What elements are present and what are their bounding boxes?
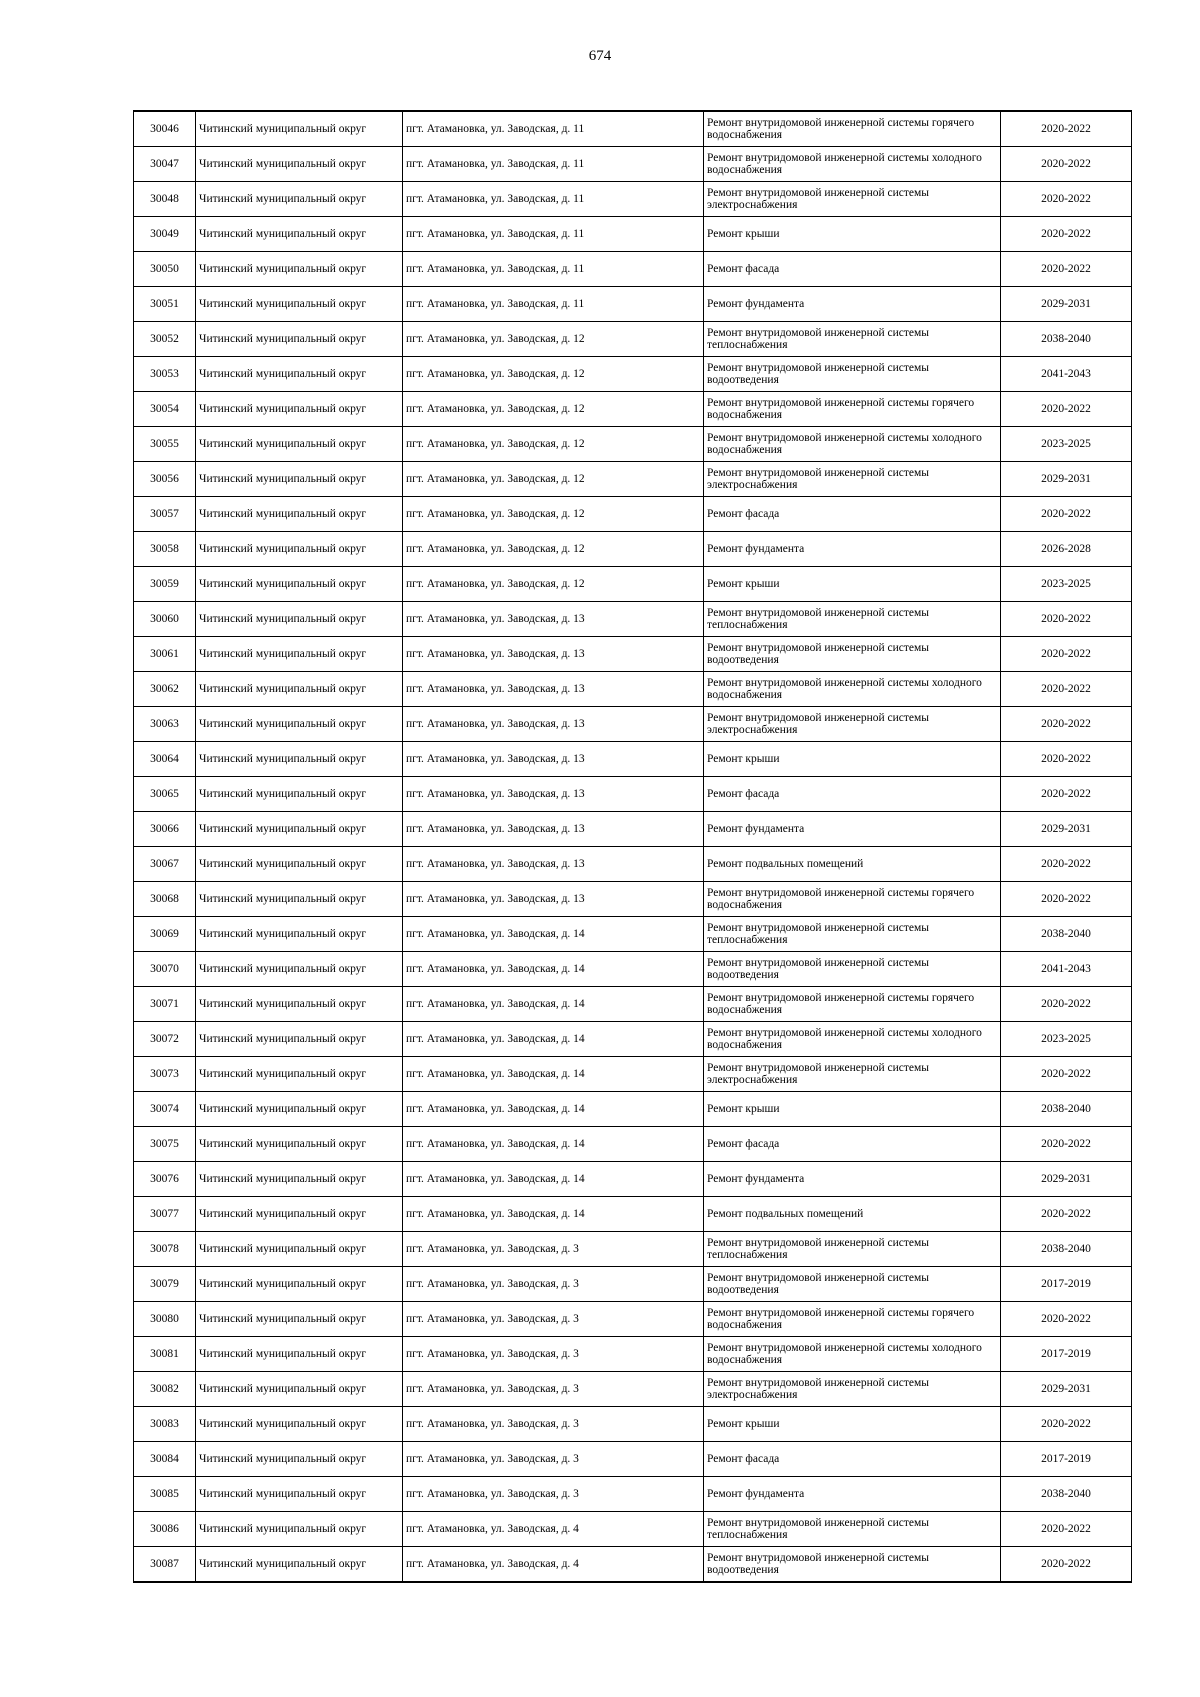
cell-work-type: Ремонт фундамента bbox=[704, 812, 1001, 847]
cell-work-type: Ремонт фасада bbox=[704, 1127, 1001, 1162]
cell-id: 30064 bbox=[134, 742, 196, 777]
cell-address: пгт. Атамановка, ул. Заводская, д. 12 bbox=[403, 567, 704, 602]
cell-period: 2020-2022 bbox=[1001, 707, 1132, 742]
table-row bbox=[134, 497, 1132, 532]
cell-id: 30071 bbox=[134, 987, 196, 1022]
cell-municipality: Читинский муниципальный округ bbox=[196, 182, 403, 217]
table-row bbox=[134, 742, 1132, 777]
cell-address: пгт. Атамановка, ул. Заводская, д. 12 bbox=[403, 497, 704, 532]
table-row bbox=[134, 147, 1132, 182]
cell-municipality: Читинский муниципальный округ bbox=[196, 1372, 403, 1407]
cell-id: 30058 bbox=[134, 532, 196, 567]
cell-period: 2026-2028 bbox=[1001, 532, 1132, 567]
cell-work-type: Ремонт внутридомовой инженерной системы водоотведения bbox=[704, 1547, 1001, 1583]
table-row bbox=[134, 1442, 1132, 1477]
cell-address: пгт. Атамановка, ул. Заводская, д. 13 bbox=[403, 812, 704, 847]
cell-municipality: Читинский муниципальный округ bbox=[196, 847, 403, 882]
cell-period: 2020-2022 bbox=[1001, 1547, 1132, 1583]
cell-municipality: Читинский муниципальный округ bbox=[196, 287, 403, 322]
cell-work-type: Ремонт внутридомовой инженерной системы горячего водоснабжения bbox=[704, 111, 1001, 147]
cell-municipality: Читинский муниципальный округ bbox=[196, 462, 403, 497]
cell-id: 30057 bbox=[134, 497, 196, 532]
cell-address: пгт. Атамановка, ул. Заводская, д. 3 bbox=[403, 1302, 704, 1337]
cell-period: 2038-2040 bbox=[1001, 1092, 1132, 1127]
cell-id: 30065 bbox=[134, 777, 196, 812]
cell-municipality: Читинский муниципальный округ bbox=[196, 1232, 403, 1267]
cell-id: 30055 bbox=[134, 427, 196, 462]
cell-work-type: Ремонт внутридомовой инженерной системы горячего водоснабжения bbox=[704, 882, 1001, 917]
cell-period: 2020-2022 bbox=[1001, 672, 1132, 707]
cell-municipality: Читинский муниципальный округ bbox=[196, 1547, 403, 1583]
registry-table bbox=[133, 110, 1132, 1583]
cell-period: 2029-2031 bbox=[1001, 812, 1132, 847]
cell-period: 2029-2031 bbox=[1001, 1162, 1132, 1197]
cell-municipality: Читинский муниципальный округ bbox=[196, 111, 403, 147]
cell-work-type: Ремонт крыши bbox=[704, 567, 1001, 602]
table-row bbox=[134, 812, 1132, 847]
table-row bbox=[134, 1232, 1132, 1267]
cell-period: 2020-2022 bbox=[1001, 602, 1132, 637]
cell-period: 2020-2022 bbox=[1001, 392, 1132, 427]
cell-address: пгт. Атамановка, ул. Заводская, д. 14 bbox=[403, 1197, 704, 1232]
cell-address: пгт. Атамановка, ул. Заводская, д. 14 bbox=[403, 1162, 704, 1197]
cell-period: 2020-2022 bbox=[1001, 1512, 1132, 1547]
cell-period: 2020-2022 bbox=[1001, 1057, 1132, 1092]
cell-address: пгт. Атамановка, ул. Заводская, д. 14 bbox=[403, 1057, 704, 1092]
cell-address: пгт. Атамановка, ул. Заводская, д. 11 bbox=[403, 182, 704, 217]
cell-work-type: Ремонт внутридомовой инженерной системы электроснабжения bbox=[704, 707, 1001, 742]
cell-work-type: Ремонт крыши bbox=[704, 1407, 1001, 1442]
table-row bbox=[134, 1512, 1132, 1547]
cell-work-type: Ремонт внутридомовой инженерной системы водоотведения bbox=[704, 1267, 1001, 1302]
cell-id: 30081 bbox=[134, 1337, 196, 1372]
cell-period: 2020-2022 bbox=[1001, 637, 1132, 672]
cell-municipality: Читинский муниципальный округ bbox=[196, 742, 403, 777]
cell-period: 2020-2022 bbox=[1001, 1197, 1132, 1232]
cell-work-type: Ремонт внутридомовой инженерной системы электроснабжения bbox=[704, 1057, 1001, 1092]
table-row bbox=[134, 987, 1132, 1022]
cell-address: пгт. Атамановка, ул. Заводская, д. 13 bbox=[403, 882, 704, 917]
cell-id: 30061 bbox=[134, 637, 196, 672]
cell-address: пгт. Атамановка, ул. Заводская, д. 11 bbox=[403, 287, 704, 322]
cell-address: пгт. Атамановка, ул. Заводская, д. 13 bbox=[403, 777, 704, 812]
cell-municipality: Читинский муниципальный округ bbox=[196, 497, 403, 532]
cell-id: 30079 bbox=[134, 1267, 196, 1302]
cell-id: 30076 bbox=[134, 1162, 196, 1197]
cell-work-type: Ремонт фундамента bbox=[704, 1477, 1001, 1512]
cell-id: 30075 bbox=[134, 1127, 196, 1162]
cell-id: 30053 bbox=[134, 357, 196, 392]
cell-id: 30074 bbox=[134, 1092, 196, 1127]
cell-work-type: Ремонт внутридомовой инженерной системы электроснабжения bbox=[704, 182, 1001, 217]
cell-municipality: Читинский муниципальный округ bbox=[196, 987, 403, 1022]
cell-address: пгт. Атамановка, ул. Заводская, д. 13 bbox=[403, 672, 704, 707]
cell-work-type: Ремонт внутридомовой инженерной системы холодного водоснабжения bbox=[704, 147, 1001, 182]
table-row bbox=[134, 111, 1132, 147]
cell-id: 30054 bbox=[134, 392, 196, 427]
cell-address: пгт. Атамановка, ул. Заводская, д. 13 bbox=[403, 637, 704, 672]
table-row bbox=[134, 707, 1132, 742]
cell-municipality: Читинский муниципальный округ bbox=[196, 1127, 403, 1162]
cell-address: пгт. Атамановка, ул. Заводская, д. 14 bbox=[403, 952, 704, 987]
table-row bbox=[134, 1477, 1132, 1512]
cell-municipality: Читинский муниципальный округ bbox=[196, 602, 403, 637]
table-row bbox=[134, 322, 1132, 357]
cell-municipality: Читинский муниципальный округ bbox=[196, 567, 403, 602]
cell-period: 2020-2022 bbox=[1001, 252, 1132, 287]
table-row bbox=[134, 252, 1132, 287]
cell-municipality: Читинский муниципальный округ bbox=[196, 882, 403, 917]
cell-address: пгт. Атамановка, ул. Заводская, д. 13 bbox=[403, 707, 704, 742]
table-row bbox=[134, 917, 1132, 952]
cell-period: 2029-2031 bbox=[1001, 287, 1132, 322]
cell-address: пгт. Атамановка, ул. Заводская, д. 12 bbox=[403, 322, 704, 357]
cell-address: пгт. Атамановка, ул. Заводская, д. 3 bbox=[403, 1407, 704, 1442]
table-row bbox=[134, 1337, 1132, 1372]
page-number: 674 bbox=[588, 48, 612, 64]
cell-period: 2017-2019 bbox=[1001, 1267, 1132, 1302]
cell-id: 30050 bbox=[134, 252, 196, 287]
cell-municipality: Читинский муниципальный округ bbox=[196, 812, 403, 847]
table-row bbox=[134, 287, 1132, 322]
table-row bbox=[134, 1372, 1132, 1407]
cell-period: 2038-2040 bbox=[1001, 322, 1132, 357]
cell-period: 2029-2031 bbox=[1001, 1372, 1132, 1407]
cell-period: 2017-2019 bbox=[1001, 1442, 1132, 1477]
table-row bbox=[134, 1127, 1132, 1162]
cell-work-type: Ремонт внутридомовой инженерной системы горячего водоснабжения bbox=[704, 987, 1001, 1022]
cell-id: 30068 bbox=[134, 882, 196, 917]
cell-id: 30052 bbox=[134, 322, 196, 357]
cell-period: 2017-2019 bbox=[1001, 1337, 1132, 1372]
cell-work-type: Ремонт внутридомовой инженерной системы холодного водоснабжения bbox=[704, 672, 1001, 707]
cell-period: 2041-2043 bbox=[1001, 357, 1132, 392]
cell-work-type: Ремонт внутридомовой инженерной системы теплоснабжения bbox=[704, 1232, 1001, 1267]
cell-work-type: Ремонт внутридомовой инженерной системы водоотведения bbox=[704, 357, 1001, 392]
cell-municipality: Читинский муниципальный округ bbox=[196, 777, 403, 812]
cell-work-type: Ремонт внутридомовой инженерной системы теплоснабжения bbox=[704, 322, 1001, 357]
cell-municipality: Читинский муниципальный округ bbox=[196, 952, 403, 987]
cell-period: 2020-2022 bbox=[1001, 1127, 1132, 1162]
registry-table-body bbox=[134, 111, 1132, 1582]
cell-address: пгт. Атамановка, ул. Заводская, д. 14 bbox=[403, 917, 704, 952]
cell-id: 30080 bbox=[134, 1302, 196, 1337]
cell-period: 2020-2022 bbox=[1001, 742, 1132, 777]
cell-period: 2020-2022 bbox=[1001, 217, 1132, 252]
table-row bbox=[134, 637, 1132, 672]
cell-municipality: Читинский муниципальный округ bbox=[196, 1302, 403, 1337]
table-row bbox=[134, 532, 1132, 567]
cell-address: пгт. Атамановка, ул. Заводская, д. 14 bbox=[403, 1022, 704, 1057]
cell-id: 30049 bbox=[134, 217, 196, 252]
cell-work-type: Ремонт фундамента bbox=[704, 287, 1001, 322]
cell-municipality: Читинский муниципальный округ bbox=[196, 532, 403, 567]
cell-period: 2038-2040 bbox=[1001, 1477, 1132, 1512]
cell-id: 30084 bbox=[134, 1442, 196, 1477]
cell-work-type: Ремонт подвальных помещений bbox=[704, 847, 1001, 882]
cell-id: 30077 bbox=[134, 1197, 196, 1232]
cell-period: 2020-2022 bbox=[1001, 777, 1132, 812]
cell-address: пгт. Атамановка, ул. Заводская, д. 3 bbox=[403, 1232, 704, 1267]
cell-municipality: Читинский муниципальный округ bbox=[196, 217, 403, 252]
cell-id: 30066 bbox=[134, 812, 196, 847]
cell-work-type: Ремонт внутридомовой инженерной системы теплоснабжения bbox=[704, 917, 1001, 952]
table-row bbox=[134, 1547, 1132, 1583]
cell-address: пгт. Атамановка, ул. Заводская, д. 12 bbox=[403, 427, 704, 462]
cell-work-type: Ремонт внутридомовой инженерной системы водоотведения bbox=[704, 637, 1001, 672]
cell-work-type: Ремонт внутридомовой инженерной системы холодного водоснабжения bbox=[704, 1022, 1001, 1057]
cell-work-type: Ремонт внутридомовой инженерной системы горячего водоснабжения bbox=[704, 1302, 1001, 1337]
cell-municipality: Читинский муниципальный округ bbox=[196, 1337, 403, 1372]
cell-address: пгт. Атамановка, ул. Заводская, д. 11 bbox=[403, 217, 704, 252]
cell-work-type: Ремонт внутридомовой инженерной системы холодного водоснабжения bbox=[704, 427, 1001, 462]
cell-id: 30046 bbox=[134, 111, 196, 147]
cell-work-type: Ремонт фасада bbox=[704, 1442, 1001, 1477]
cell-municipality: Читинский муниципальный округ bbox=[196, 427, 403, 462]
table-row bbox=[134, 427, 1132, 462]
cell-id: 30067 bbox=[134, 847, 196, 882]
cell-municipality: Читинский муниципальный округ bbox=[196, 1442, 403, 1477]
cell-id: 30047 bbox=[134, 147, 196, 182]
cell-period: 2020-2022 bbox=[1001, 987, 1132, 1022]
cell-municipality: Читинский муниципальный округ bbox=[196, 707, 403, 742]
cell-municipality: Читинский муниципальный округ bbox=[196, 1162, 403, 1197]
table-row bbox=[134, 1407, 1132, 1442]
cell-address: пгт. Атамановка, ул. Заводская, д. 4 bbox=[403, 1547, 704, 1583]
table-row bbox=[134, 1092, 1132, 1127]
cell-municipality: Читинский муниципальный округ bbox=[196, 637, 403, 672]
cell-period: 2038-2040 bbox=[1001, 917, 1132, 952]
cell-municipality: Читинский муниципальный округ bbox=[196, 1477, 403, 1512]
cell-address: пгт. Атамановка, ул. Заводская, д. 3 bbox=[403, 1442, 704, 1477]
cell-address: пгт. Атамановка, ул. Заводская, д. 13 bbox=[403, 602, 704, 637]
cell-id: 30085 bbox=[134, 1477, 196, 1512]
cell-period: 2020-2022 bbox=[1001, 882, 1132, 917]
table-row bbox=[134, 567, 1132, 602]
cell-id: 30072 bbox=[134, 1022, 196, 1057]
cell-work-type: Ремонт внутридомовой инженерной системы теплоснабжения bbox=[704, 1512, 1001, 1547]
cell-work-type: Ремонт фундамента bbox=[704, 532, 1001, 567]
cell-id: 30087 bbox=[134, 1547, 196, 1583]
cell-work-type: Ремонт внутридомовой инженерной системы горячего водоснабжения bbox=[704, 392, 1001, 427]
cell-address: пгт. Атамановка, ул. Заводская, д. 12 bbox=[403, 532, 704, 567]
cell-address: пгт. Атамановка, ул. Заводская, д. 11 bbox=[403, 111, 704, 147]
cell-municipality: Читинский муниципальный округ bbox=[196, 322, 403, 357]
cell-municipality: Читинский муниципальный округ bbox=[196, 1057, 403, 1092]
cell-address: пгт. Атамановка, ул. Заводская, д. 4 bbox=[403, 1512, 704, 1547]
cell-municipality: Читинский муниципальный округ bbox=[196, 1267, 403, 1302]
cell-municipality: Читинский муниципальный округ bbox=[196, 1407, 403, 1442]
cell-municipality: Читинский муниципальный округ bbox=[196, 672, 403, 707]
cell-id: 30048 bbox=[134, 182, 196, 217]
table-row bbox=[134, 1162, 1132, 1197]
cell-period: 2020-2022 bbox=[1001, 1302, 1132, 1337]
cell-id: 30059 bbox=[134, 567, 196, 602]
cell-work-type: Ремонт крыши bbox=[704, 1092, 1001, 1127]
cell-period: 2020-2022 bbox=[1001, 182, 1132, 217]
cell-municipality: Читинский муниципальный округ bbox=[196, 1092, 403, 1127]
table-row bbox=[134, 217, 1132, 252]
cell-period: 2029-2031 bbox=[1001, 462, 1132, 497]
cell-period: 2023-2025 bbox=[1001, 567, 1132, 602]
table-row bbox=[134, 1302, 1132, 1337]
cell-period: 2020-2022 bbox=[1001, 847, 1132, 882]
cell-municipality: Читинский муниципальный округ bbox=[196, 392, 403, 427]
cell-work-type: Ремонт фасада bbox=[704, 252, 1001, 287]
cell-municipality: Читинский муниципальный округ bbox=[196, 1512, 403, 1547]
table-row bbox=[134, 1022, 1132, 1057]
cell-period: 2020-2022 bbox=[1001, 1407, 1132, 1442]
cell-address: пгт. Атамановка, ул. Заводская, д. 3 bbox=[403, 1477, 704, 1512]
cell-id: 30063 bbox=[134, 707, 196, 742]
cell-id: 30082 bbox=[134, 1372, 196, 1407]
cell-work-type: Ремонт внутридомовой инженерной системы электроснабжения bbox=[704, 1372, 1001, 1407]
cell-municipality: Читинский муниципальный округ bbox=[196, 1022, 403, 1057]
cell-period: 2020-2022 bbox=[1001, 497, 1132, 532]
table-row bbox=[134, 1267, 1132, 1302]
cell-address: пгт. Атамановка, ул. Заводская, д. 3 bbox=[403, 1337, 704, 1372]
table-row bbox=[134, 602, 1132, 637]
cell-id: 30078 bbox=[134, 1232, 196, 1267]
cell-id: 30060 bbox=[134, 602, 196, 637]
cell-address: пгт. Атамановка, ул. Заводская, д. 11 bbox=[403, 252, 704, 287]
cell-address: пгт. Атамановка, ул. Заводская, д. 13 bbox=[403, 742, 704, 777]
cell-period: 2023-2025 bbox=[1001, 427, 1132, 462]
cell-work-type: Ремонт внутридомовой инженерной системы теплоснабжения bbox=[704, 602, 1001, 637]
cell-work-type: Ремонт фасада bbox=[704, 777, 1001, 812]
cell-id: 30070 bbox=[134, 952, 196, 987]
cell-address: пгт. Атамановка, ул. Заводская, д. 14 bbox=[403, 987, 704, 1022]
cell-municipality: Читинский муниципальный округ bbox=[196, 147, 403, 182]
cell-work-type: Ремонт подвальных помещений bbox=[704, 1197, 1001, 1232]
cell-work-type: Ремонт фасада bbox=[704, 497, 1001, 532]
table-row bbox=[134, 462, 1132, 497]
cell-id: 30083 bbox=[134, 1407, 196, 1442]
cell-work-type: Ремонт крыши bbox=[704, 742, 1001, 777]
cell-id: 30086 bbox=[134, 1512, 196, 1547]
table-row bbox=[134, 882, 1132, 917]
cell-period: 2023-2025 bbox=[1001, 1022, 1132, 1057]
cell-address: пгт. Атамановка, ул. Заводская, д. 14 bbox=[403, 1092, 704, 1127]
cell-municipality: Читинский муниципальный округ bbox=[196, 357, 403, 392]
table-row bbox=[134, 182, 1132, 217]
cell-period: 2038-2040 bbox=[1001, 1232, 1132, 1267]
cell-work-type: Ремонт фундамента bbox=[704, 1162, 1001, 1197]
cell-period: 2020-2022 bbox=[1001, 111, 1132, 147]
cell-work-type: Ремонт внутридомовой инженерной системы холодного водоснабжения bbox=[704, 1337, 1001, 1372]
cell-address: пгт. Атамановка, ул. Заводская, д. 12 bbox=[403, 462, 704, 497]
cell-id: 30056 bbox=[134, 462, 196, 497]
table-row bbox=[134, 392, 1132, 427]
cell-address: пгт. Атамановка, ул. Заводская, д. 11 bbox=[403, 147, 704, 182]
cell-period: 2020-2022 bbox=[1001, 147, 1132, 182]
cell-id: 30073 bbox=[134, 1057, 196, 1092]
table-row bbox=[134, 777, 1132, 812]
cell-id: 30062 bbox=[134, 672, 196, 707]
table-row bbox=[134, 847, 1132, 882]
cell-id: 30069 bbox=[134, 917, 196, 952]
cell-address: пгт. Атамановка, ул. Заводская, д. 12 bbox=[403, 357, 704, 392]
cell-id: 30051 bbox=[134, 287, 196, 322]
table-row bbox=[134, 952, 1132, 987]
table-row bbox=[134, 1057, 1132, 1092]
cell-municipality: Читинский муниципальный округ bbox=[196, 252, 403, 287]
cell-period: 2041-2043 bbox=[1001, 952, 1132, 987]
cell-address: пгт. Атамановка, ул. Заводская, д. 3 bbox=[403, 1372, 704, 1407]
cell-municipality: Читинский муниципальный округ bbox=[196, 1197, 403, 1232]
cell-work-type: Ремонт крыши bbox=[704, 217, 1001, 252]
table-row bbox=[134, 357, 1132, 392]
cell-work-type: Ремонт внутридомовой инженерной системы электроснабжения bbox=[704, 462, 1001, 497]
cell-address: пгт. Атамановка, ул. Заводская, д. 12 bbox=[403, 392, 704, 427]
cell-address: пгт. Атамановка, ул. Заводская, д. 13 bbox=[403, 847, 704, 882]
table-row bbox=[134, 672, 1132, 707]
cell-address: пгт. Атамановка, ул. Заводская, д. 14 bbox=[403, 1127, 704, 1162]
cell-address: пгт. Атамановка, ул. Заводская, д. 3 bbox=[403, 1267, 704, 1302]
table-row bbox=[134, 1197, 1132, 1232]
cell-municipality: Читинский муниципальный округ bbox=[196, 917, 403, 952]
cell-work-type: Ремонт внутридомовой инженерной системы водоотведения bbox=[704, 952, 1001, 987]
